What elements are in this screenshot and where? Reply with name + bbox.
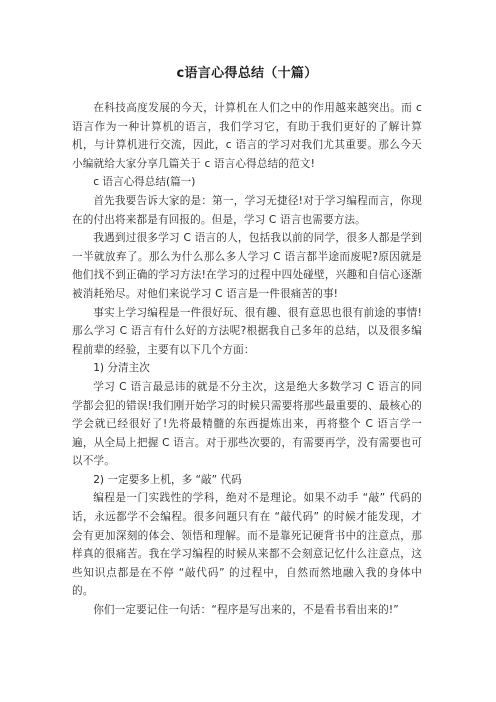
body-paragraph: 编程是一门实践性的学科，绝对不是理论。如果不动手 “敲” 代码的话，永远都学不会编程。很多问题只有在 “敲代码” 的时候才能发现，才会有更加深刻的体会、领悟和理解。而不是靠死记硬背书中的注意点，那样真的很痛苦。我在学习编程的时候从来都不会刻意记忆什么注意点，这些知识点都是在不停 “敲代码” 的过程中，自然而然地融入我的身体中的。 xyxy=(72,492,422,598)
subsection-heading: 1) 分清主次 xyxy=(93,362,150,375)
document-content xyxy=(72,64,422,620)
subsection-heading: 2) 一定要多上机，多 “敲” 代码 xyxy=(93,473,242,486)
body-paragraph: 事实上学习编程是一件很好玩、很有趣、很有意思也很有前途的事情!那么学习 C 语言有什么好的方法呢?根据我自己多年的总结，以及很多编程前辈的经验，主要有以下几个方面： xyxy=(72,306,422,356)
body-paragraph: 我遇到过很多学习 C 语言的人，包括我以前的同学，很多人都是学到一半就放弃了。那么为什么那么多人学习 C 语言都半途而废呢?原因就是他们找不到正确的学习方法!在学习的过程中四处碰壁，兴趣和自信心逐渐被消耗殆尽。对他们来说学习 C 语言是一件很痛苦的事! xyxy=(72,232,422,300)
intro-paragraph: 在科技高度发展的今天，计算机在人们之中的作用越来越突出。而 c 语言作为一种计算机的语言，我们学习它，有助于我们更好的了解计算机，与计算机进行交流，因此，c 语言的学习对我们尤其重要。那么今天小编就给大家分享几篇关于 c 语言心得总结的范文! xyxy=(72,102,422,170)
section-heading: c 语言心得总结(篇一) xyxy=(93,176,196,189)
body-paragraph: 你们一定要记住一句话：“程序是写出来的，不是看书看出来的!” xyxy=(93,604,399,617)
body-paragraph: 学习 C 语言最忌讳的就是不分主次，这是绝大多数学习 C 语言的同学都会犯的错误!我们刚开始学习的时候只需要将那些最重要的、最核心的学会就已经很好了!先将最精髓的东西提炼出来，再将整个 C 语言学一遍，从全局上把握 C 语言。对于那些次要的，有需要再学，没有需要也可以不学。 xyxy=(72,380,422,468)
document-title: c语言心得总结（十篇） xyxy=(176,66,318,81)
body-paragraph: 首先我要告诉大家的是：第一，学习无捷径!对于学习编程而言，你现在的付出将来都是有回报的。但是，学习 C 语言也需要方法。 xyxy=(72,194,422,226)
